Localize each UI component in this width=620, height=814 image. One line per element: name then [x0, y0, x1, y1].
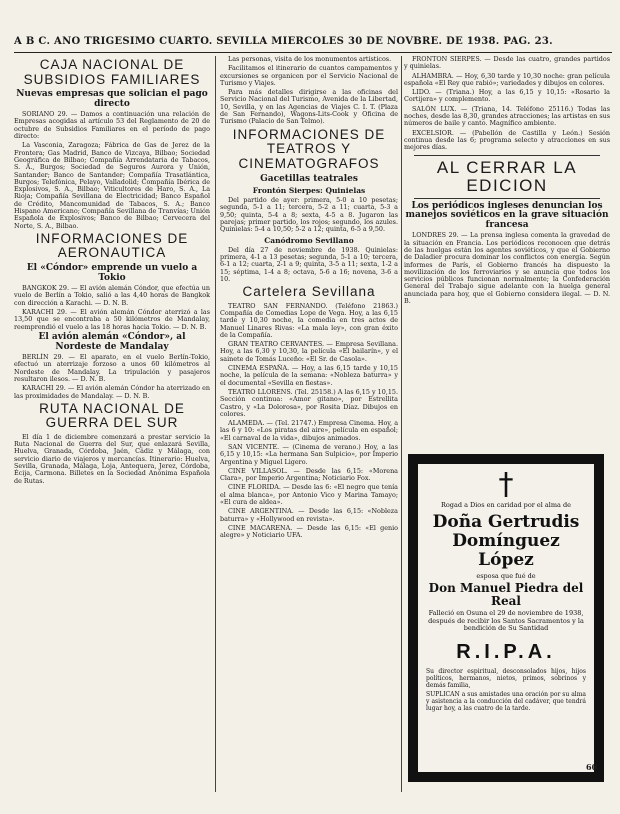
header-rule [14, 52, 612, 53]
obituary-request: SUPLICAN a sus amistades una oración por su alma y asistencia a la conducción del cadáver, que tendrá lugar hoy, a las cuatro de la tarde. [426, 690, 586, 712]
cross-icon: † [498, 467, 514, 502]
page-header: A B C. AÑO TRIGESIMO CUARTO. SEVILLA MIERCOLES 30 DE NOVBRE. DE 1938. PAG. 23. [14, 36, 553, 47]
ripa-heading: R.I.P.A. [456, 640, 556, 663]
article-paragraph: BANGKOK 29. — El avión alemán Cóndor, que efectúa un vuelo de Berlín a Tokio, salió a las 4,40 horas de Bangkok con dirección a Karachi. — D. N. B. [14, 284, 210, 307]
article-paragraph: Del partido de ayer: primera, 5-0 a 10 pesetas; segunda, 5-1 a 11; tercera, 5-2 a 11; cuarta, 5-3 a 9,50; quinta, 5-4 a 8; sexta, 4-5 a 8. Jugaron las parejas; primer partido, los rojos; segundo, los azules. Quinielas: 5-4 a 10,50; 5-2 a 12; quinta, 6-5 a 9,50. [220, 196, 398, 234]
subhead-fronton: Frontón Sierpes: Quinielas [252, 186, 366, 196]
listing-paragraph: TEATRO SAN FERNANDO. (Teléfono 21863.) Compañía de Comedias Lope de Vega. Hoy, a las 6,15 tarde y 10,30 noche, la comedia en tres actos de Manuel Linares Rivas: «La mala ley», con gran éxito de la Compañía. [220, 301, 398, 339]
subhead-condor-tokio: El «Cóndor» emprende un vuelo a Tokio [26, 262, 198, 283]
listing-paragraph: ALHAMBRA. — Hoy, 6,30 tarde y 10,30 noche: gran película española «El Rey que rabió»; variedades y dibujos en colores. [404, 71, 610, 87]
obituary-content [418, 464, 594, 772]
listing-paragraph: CINE VILLASOL. — Desde las 6,15: «Morena Clara», por Imperio Argentina; Noticiario Fox. [220, 466, 398, 483]
headline-cartelera: Cartelera Sevillana [242, 284, 376, 300]
article-paragraph: Del día 27 de noviembre de 1938. Quinielas: primera, 4-1 a 13 pesetas; segunda, 5-1 a 10; tercera, 6-1 a 12; cuarta, 2-1 a 9; quinta, 3-5 a 11; sexta, 1-2 a 15; séptima, 1-4 a 8; octava, 5-6 a 16; novena, 3-6 a 10. [220, 245, 398, 283]
column-divider-1 [215, 56, 216, 792]
subhead-periodicos-ingleses: Los periódicos ingleses denuncian los manejos soviéticos en la grave situación francesa [405, 200, 609, 230]
obituary-spouse-intro: esposa que fué de [476, 571, 536, 580]
section-rule [414, 198, 600, 199]
subhead-nuevas-empresas: Nuevas empresas que solician el pago directo [16, 89, 208, 109]
article-paragraph: Para más detalles dirigirse a las oficinas del Servicio Nacional del Turismo, Avenida de la Libertad, 10, Sevilla, y en las Agencias de Viajes C. I. T. (Plaza de San Fernando), Wagons-Lits-Cook y Oficina de Turismo (Palacio de San Telmo). [220, 88, 398, 126]
listing-paragraph: EXCELSIOR. — (Pabellón de Castilla y León.) Sesión continua desde las 6; programa selecto y atracciones en sus mejores días. [404, 128, 610, 152]
column-divider-2 [401, 56, 402, 792]
listing-paragraph: CINE MACARENA. — Desde las 6,15: «El genio alegre» y Noticiario UFA. [220, 523, 398, 540]
listing-paragraph: CINE FLORIDA. — Desde las 6: «El negro que tenía el alma blanca», por Antonio Vico y Marina Tamayo; «El cura de aldea». [220, 483, 398, 507]
article-paragraph: Las personas, visita de los monumentos artísticos. [228, 56, 392, 63]
headline-aeronautica: INFORMACIONES DE AERONAUTICA [35, 230, 189, 261]
article-paragraph: La Vasconia, Zaragoza; Fábrica de Gas de Jerez de la Frontera; Gas Madrid, Banco de Vizcaya, Bilbao; Sociedad Geográfica de Bilbao; Compañía Arrendataria de Tabacos, S. A., Burgos; Sociedad de Seguros Aurora y Unión, Santander; Banco de Santander; Compañía Trasatlántica, Burgos; Telefónica, Pelayo, Valladolid; Compañía Ibérica de Explosivos, S. A., Bilbao; Viticultores de Haro, S. A., La Rioja; Compañía Sevillana de Electricidad; Banco Español de Crédito, Mancomunidad de Tabacos, S. A.; Banco Hispano Americano; Compañía Sevillana de Tranvías; Unión Española de Explosivos; Banco de Bilbao; Cervecera del Norte, S. A., Bilbao. [14, 141, 210, 230]
article-paragraph: BERLÍN 29. — El aparato, en el vuelo Berlín-Tokio, efectuó un aterrizaje forzoso a unos 60 kilómetros al Nordeste de Mandalay. La tripulación y pasajeros resultaron ilesos. — D. N. B. [14, 353, 210, 383]
article-paragraph: SORIANO 29. — Damos a continuación una relación de Empresas acogidas al artículo 53 del Reglamento de 20 de octubre de Subsidios Familiares en el período de pago directo: [14, 110, 210, 141]
obituary-intro: Rogad a Dios en caridad por el alma de [441, 501, 571, 509]
spouse-name: Don Manuel Piedra del Real [428, 581, 584, 608]
headline-al-cerrar: AL CERRAR LA EDICION [436, 157, 578, 195]
deceased-name: Doña Gertrudis Domínguez López [432, 511, 580, 570]
headline-teatros: INFORMACIONES DE TEATROS Y CINEMATOGRAFOS [232, 126, 386, 171]
article-paragraph: El día 1 de diciembre comenzará a prestar servicio la Ruta Nacional de Guerra del Sur, que enlazará Sevilla, Huelva, Granada, Córdoba, Jaén, Cádiz y Málaga, con servicio diario de viajeros y mercancías. Itinerario: Huelva, Sevilla, Granada, Málaga, Loja, Antequera, Jerez, Córdoba, Écija, Carmona. Billetes en la Sociedad Anónima Española de Rutas. [14, 432, 210, 485]
section-rule [414, 155, 600, 156]
listing-paragraph: SAN VICENTE. — (Cinema de verano.) Hoy, a las 6,15 y 10,15: «La hermana San Sulpicio», por Imperio Argentina y Miguel Ligero. [220, 442, 398, 466]
listing-paragraph: ALAMEDA. — (Tel. 21747.) Empresa Cinema. Hoy, a las 6 y 10: «Los piratas del aire», película en español; «El carnaval de la vida», dibujos animados. [220, 419, 398, 442]
obituary-death-notice: Falleció en Osuna el 29 de noviembre de 1938, después de recibir los Santos Sacramentos y la bendición de Su Santidad [428, 609, 584, 632]
article-paragraph: KARACHI 29. — El avión alemán Cóndor ha aterrizado en las proximidades de Mandalay. — D. N. B. [14, 384, 210, 400]
article-paragraph: Facilitamos el itinerario de cuantos campamentos y excursiones se organicen por el Servicio Nacional de Turismo y Viajes. [220, 64, 398, 87]
listing-paragraph: SALÓN LUX. — (Triana, 14. Teléfono 25116.) Todas las noches, desde las 8,30, grandes atracciones; las artistas en sus números de baile y canto. Magnífico ambiente. [404, 104, 610, 128]
listing-paragraph: LIDO. — (Triana.) Hoy, a las 6,15 y 10,15: «Rosario la Cortijera» y complemento. [404, 88, 610, 104]
article-paragraph: LONDRES 29. — La prensa inglesa comenta la gravedad de la situación en Francia. Los periódicos reconocen que detrás de las huelgas están los agentes soviéticos, y que el Gobierno de Daladier procura dominar los conflictos con energía. Según informes de París, el Gobierno francés ha dispuesto la movilización de los ferroviarios y se anuncia que todos los servicios públicos funcionan normalmente; la Confederación General del Trabajo sigue adelante con la huelga general anunciada para hoy, que el Gobierno considera ilegal. — D. N. B. [404, 231, 610, 306]
obituary-box [408, 454, 604, 782]
ad-number: 60 [586, 762, 598, 772]
obituary-family: Su director espiritual, desconsolados hijos, hijos políticos, hermanos, nietos, primos, sobrinos y demás familia, [426, 667, 586, 689]
column-1 [14, 56, 210, 796]
subhead-gacetillas: Gacetillas teatrales [260, 174, 358, 185]
subhead-canodromo: Canódromo Sevillano [264, 235, 354, 245]
column-2 [220, 56, 398, 796]
listing-paragraph: FRONTÓN SIERPES. — Desde las cuatro, grandes partidos y quinielas. [404, 56, 610, 71]
subhead-condor-mandalay: El avión alemán «Cóndor», al Nordeste de Mandalay [38, 331, 186, 352]
listing-paragraph: CINE ARGENTINA. — Desde las 6,15: «Nobleza baturra» y «Hollywood en revista». [220, 507, 398, 523]
listing-paragraph: TEATRO LLORENS. (Tel. 25158.) A las 6,15 y 10,15. Sección continua: «Amor gitano», por Estrellita Castro, y «La Dolorosa», por Rosita Díaz. Dibujos en colores. [220, 387, 398, 418]
listing-paragraph: GRAN TEATRO CERVANTES. — Empresa Sevillana. Hoy, a las 6,30 y 10,30, la película «El bailarín», y el sainete de Tomás Luceño: «El Sr. de Casola». [220, 340, 398, 363]
column-3 [404, 56, 610, 451]
headline-caja-nacional: CAJA NACIONAL DE SUBSIDIOS FAMILIARES [23, 57, 201, 87]
headline-ruta-nacional: RUTA NACIONAL DE GUERRA DEL SUR [39, 400, 185, 431]
listing-paragraph: CINEMA ESPAÑA. — Hoy, a las 6,15 tarde y 10,15 noche, la película de la semana: «Nobleza baturra» y el documental «Sevilla en fiestas». [220, 364, 398, 387]
article-paragraph: KARACHI 29. — El avión alemán Cóndor aterrizó a las 13,50 que se encontraba a 50 kilómetros de Mandalay, reemprendió el vuelo a las 18 horas hacia Tokio. — D. N. B. [14, 308, 210, 331]
